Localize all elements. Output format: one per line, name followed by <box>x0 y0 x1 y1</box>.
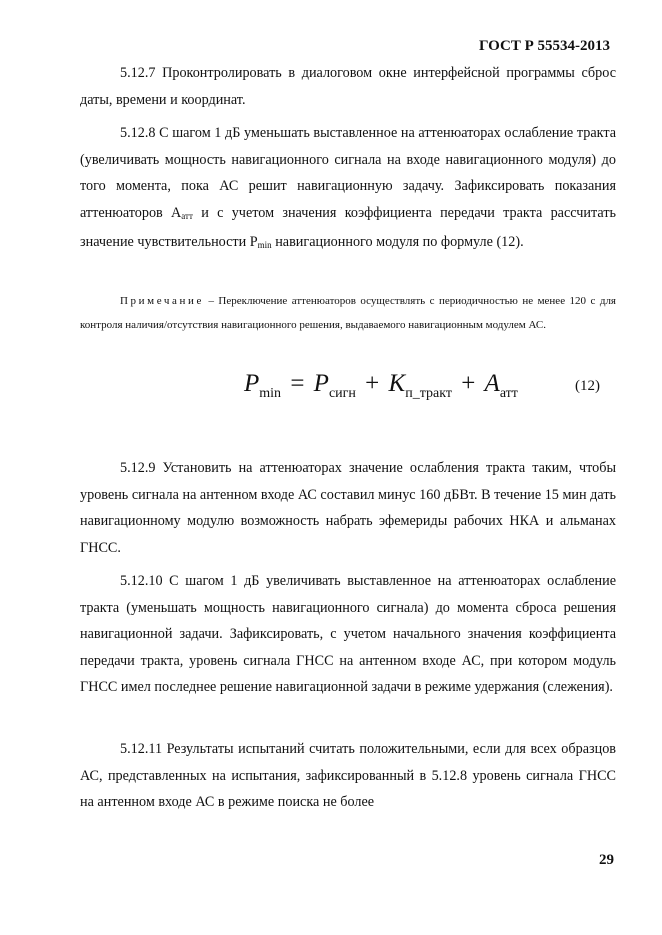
formula-term2-subscript: п_тракт <box>405 386 452 401</box>
formula-term3-subscript: атт <box>499 386 518 401</box>
pmin-subscript: min <box>257 240 272 250</box>
formula-term2: K <box>388 370 406 397</box>
formula-number: (12) <box>575 378 600 394</box>
formula-lhs: P <box>244 370 260 397</box>
paragraph-5-12-8-part2: и с учетом значения коэффициента передачи тракта рассчитать значение чувствительности P <box>80 204 616 250</box>
formula-term1: P <box>313 370 329 397</box>
page-number: 29 <box>599 852 614 868</box>
paragraph-5-12-10: 5.12.10 С шагом 1 дБ увеличивать выставленное на аттенюаторах ослабление тракта (уменьшать мощность навигационного сигнала) до момента сброса решения навигационной задачи. Зафиксировать, с учетом начального значения коэффициента передачи тракта, уровень сигнала ГНСС на антенном входе АС, при котором модуль ГНСС имел последнее решение навигационной задачи в режиме удержания (слежения). <box>80 573 616 695</box>
paragraph-5-12-8 <box>80 120 616 259</box>
note-paragraph <box>80 289 616 337</box>
paragraph-5-12-11: 5.12.11 Результаты испытаний считать положительными, если для всех образцов АС, представленных на испытания, зафиксированный в 5.12.8 уровень сигнала ГНСС на антенном входе АС в режиме поиска не более <box>80 741 616 810</box>
formula-term3: A <box>484 370 500 397</box>
paragraph-5-12-9: 5.12.9 Установить на аттенюаторах значение ослабления тракта таким, чтобы уровень сигнала на антенном входе АС составил минус 160 дБВт. В течение 15 мин дать навигационному модулю возможность набрать эфемериды рабочих НКА и альманах ГНСС. <box>80 460 616 556</box>
note-label: Примечание <box>120 295 204 307</box>
formula-12 <box>244 370 518 402</box>
formula-plus-1: + <box>365 370 380 397</box>
attenuator-subscript: атт <box>181 210 193 221</box>
paragraph-5-12-7: 5.12.7 Проконтролировать в диалоговом окне интерфейсной программы сброс даты, времени и координат. <box>80 65 616 108</box>
formula-term1-subscript: сигн <box>328 386 356 401</box>
paragraph-5-12-8-part1: 5.12.8 С шагом 1 дБ уменьшать выставленное на аттенюаторах ослабление тракта (увеличивать мощность навигационного сигнала на входе навигационного модуля) до того момента, пока АС решит навигационную задачу. Зафиксировать показания аттенюаторов А <box>80 125 616 221</box>
paragraph-5-12-8-part3: навигационного модуля по формуле (12). <box>271 234 524 250</box>
note-text: – Переключение аттенюаторов осуществлять с периодичностью не менее 120 с для контроля наличия/отсутствия навигационного решения, выдаваемого навигационным модулем АС. <box>80 295 616 331</box>
formula-equals: = <box>290 370 305 397</box>
standard-header: ГОСТ Р 55534-2013 <box>478 38 610 54</box>
formula-lhs-subscript: min <box>259 386 282 401</box>
formula-plus-2: + <box>461 370 476 397</box>
